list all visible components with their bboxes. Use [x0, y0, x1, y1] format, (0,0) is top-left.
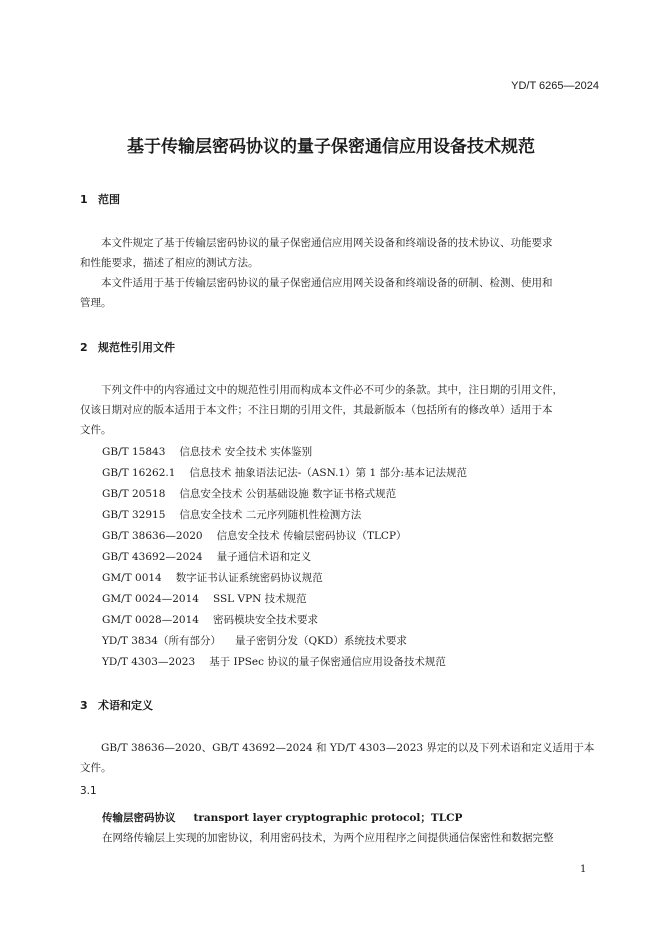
section-title: 术语和定义 — [98, 699, 153, 712]
reference-title: 信息技术 安全技术 实体鉴别 — [179, 446, 313, 458]
reference-item — [102, 507, 361, 522]
reference-code: GB/T 43692—2024 — [102, 551, 203, 563]
reference-code: GB/T 20518 — [102, 488, 166, 500]
paragraph-line: 下列文件中的内容通过文中的规范性引用而构成本文件必不可少的条款。其中，注日期的引用文件， — [101, 384, 563, 396]
reference-item — [102, 612, 318, 627]
normative-paragraph — [80, 380, 600, 440]
reference-item — [102, 465, 467, 480]
section-heading-normative — [80, 339, 175, 355]
reference-code: YD/T 3834（所有部分） — [102, 635, 221, 647]
section-number: 1 — [80, 193, 88, 206]
reference-code: GM/T 0024—2014 — [102, 593, 199, 605]
page-number: 1 — [580, 864, 587, 875]
paragraph-line: 和性能要求，描述了相应的测试方法。 — [80, 257, 259, 269]
reference-code: YD/T 4303—2023 — [102, 656, 196, 668]
section-title: 范围 — [98, 193, 120, 206]
reference-code: GB/T 38636—2020 — [102, 530, 203, 542]
term-entry — [102, 810, 462, 825]
reference-title: 信息安全技术 二元序列随机性检测方法 — [179, 509, 362, 521]
paragraph-line: 仅该日期对应的版本适用于本文件；不注日期的引用文件，其最新版本（包括所有的修改单）适用于本 — [80, 404, 553, 416]
reference-title: 数字证书认证系统密码协议规范 — [175, 572, 323, 584]
reference-title: 信息安全技术 公钥基础设施 数字证书格式规范 — [179, 488, 397, 500]
paragraph-line: 管理。 — [80, 297, 112, 309]
reference-item — [102, 654, 446, 669]
reference-title: 信息安全技术 传输层密码协议（TLCP） — [216, 530, 407, 542]
term-english: transport layer cryptographic protocol；TLCP — [193, 812, 463, 824]
reference-title: SSL VPN 技术规范 — [212, 593, 307, 605]
reference-title: 信息技术 抽象语法记法-（ASN.1）第 1 部分:基本记法规范 — [189, 467, 467, 479]
document-code: YD/T 6265—2024 — [511, 80, 599, 92]
paragraph-line: GB/T 38636—2020、GB/T 43692—2024 和 YD/T 4303—2023 界定的以及下列术语和定义适用于本 — [101, 742, 595, 754]
section-heading-scope — [80, 191, 120, 207]
scope-paragraph — [80, 233, 600, 313]
term-chinese: 传输层密码协议 — [102, 812, 176, 824]
paragraph-line: 文件。 — [80, 762, 112, 774]
reference-item — [102, 633, 407, 648]
paragraph-line: 文件。 — [80, 424, 112, 436]
section-number: 2 — [80, 341, 88, 354]
paragraph-line: 本文件适用于基于传输层密码协议的量子保密通信应用网关设备和终端设备的研制、检测、使用和 — [101, 277, 553, 289]
reference-title: 量子通信术语和定义 — [216, 551, 312, 563]
reference-code: GM/T 0014 — [102, 572, 162, 584]
clause-number: 3.1 — [80, 785, 97, 797]
term-definition: 在网络传输层上实现的加密协议，利用密码技术，为两个应用程序之间提供通信保密性和数据完整 — [102, 832, 554, 844]
terms-paragraph — [80, 738, 600, 778]
reference-item — [102, 444, 312, 459]
section-title: 规范性引用文件 — [98, 341, 175, 354]
reference-code: GM/T 0028—2014 — [102, 614, 199, 626]
reference-title: 基于 IPSec 协议的量子保密通信应用设备技术规范 — [209, 656, 446, 668]
section-number: 3 — [80, 699, 88, 712]
reference-item — [102, 528, 407, 543]
reference-title: 量子密钥分发（QKD）系统技术要求 — [234, 635, 407, 647]
reference-title: 密码模块安全技术要求 — [212, 614, 318, 626]
reference-item — [102, 570, 323, 585]
reference-item — [102, 591, 307, 606]
reference-code: GB/T 32915 — [102, 509, 166, 521]
paragraph-line: 本文件规定了基于传输层密码协议的量子保密通信应用网关设备和终端设备的技术协议、功能要求 — [101, 237, 553, 249]
reference-code: GB/T 16262.1 — [102, 467, 176, 479]
document-title: 基于传输层密码协议的量子保密通信应用设备技术规范 — [127, 137, 535, 157]
reference-code: GB/T 15843 — [102, 446, 166, 458]
reference-item — [102, 549, 311, 564]
section-heading-terms — [80, 697, 153, 713]
reference-item — [102, 486, 396, 501]
